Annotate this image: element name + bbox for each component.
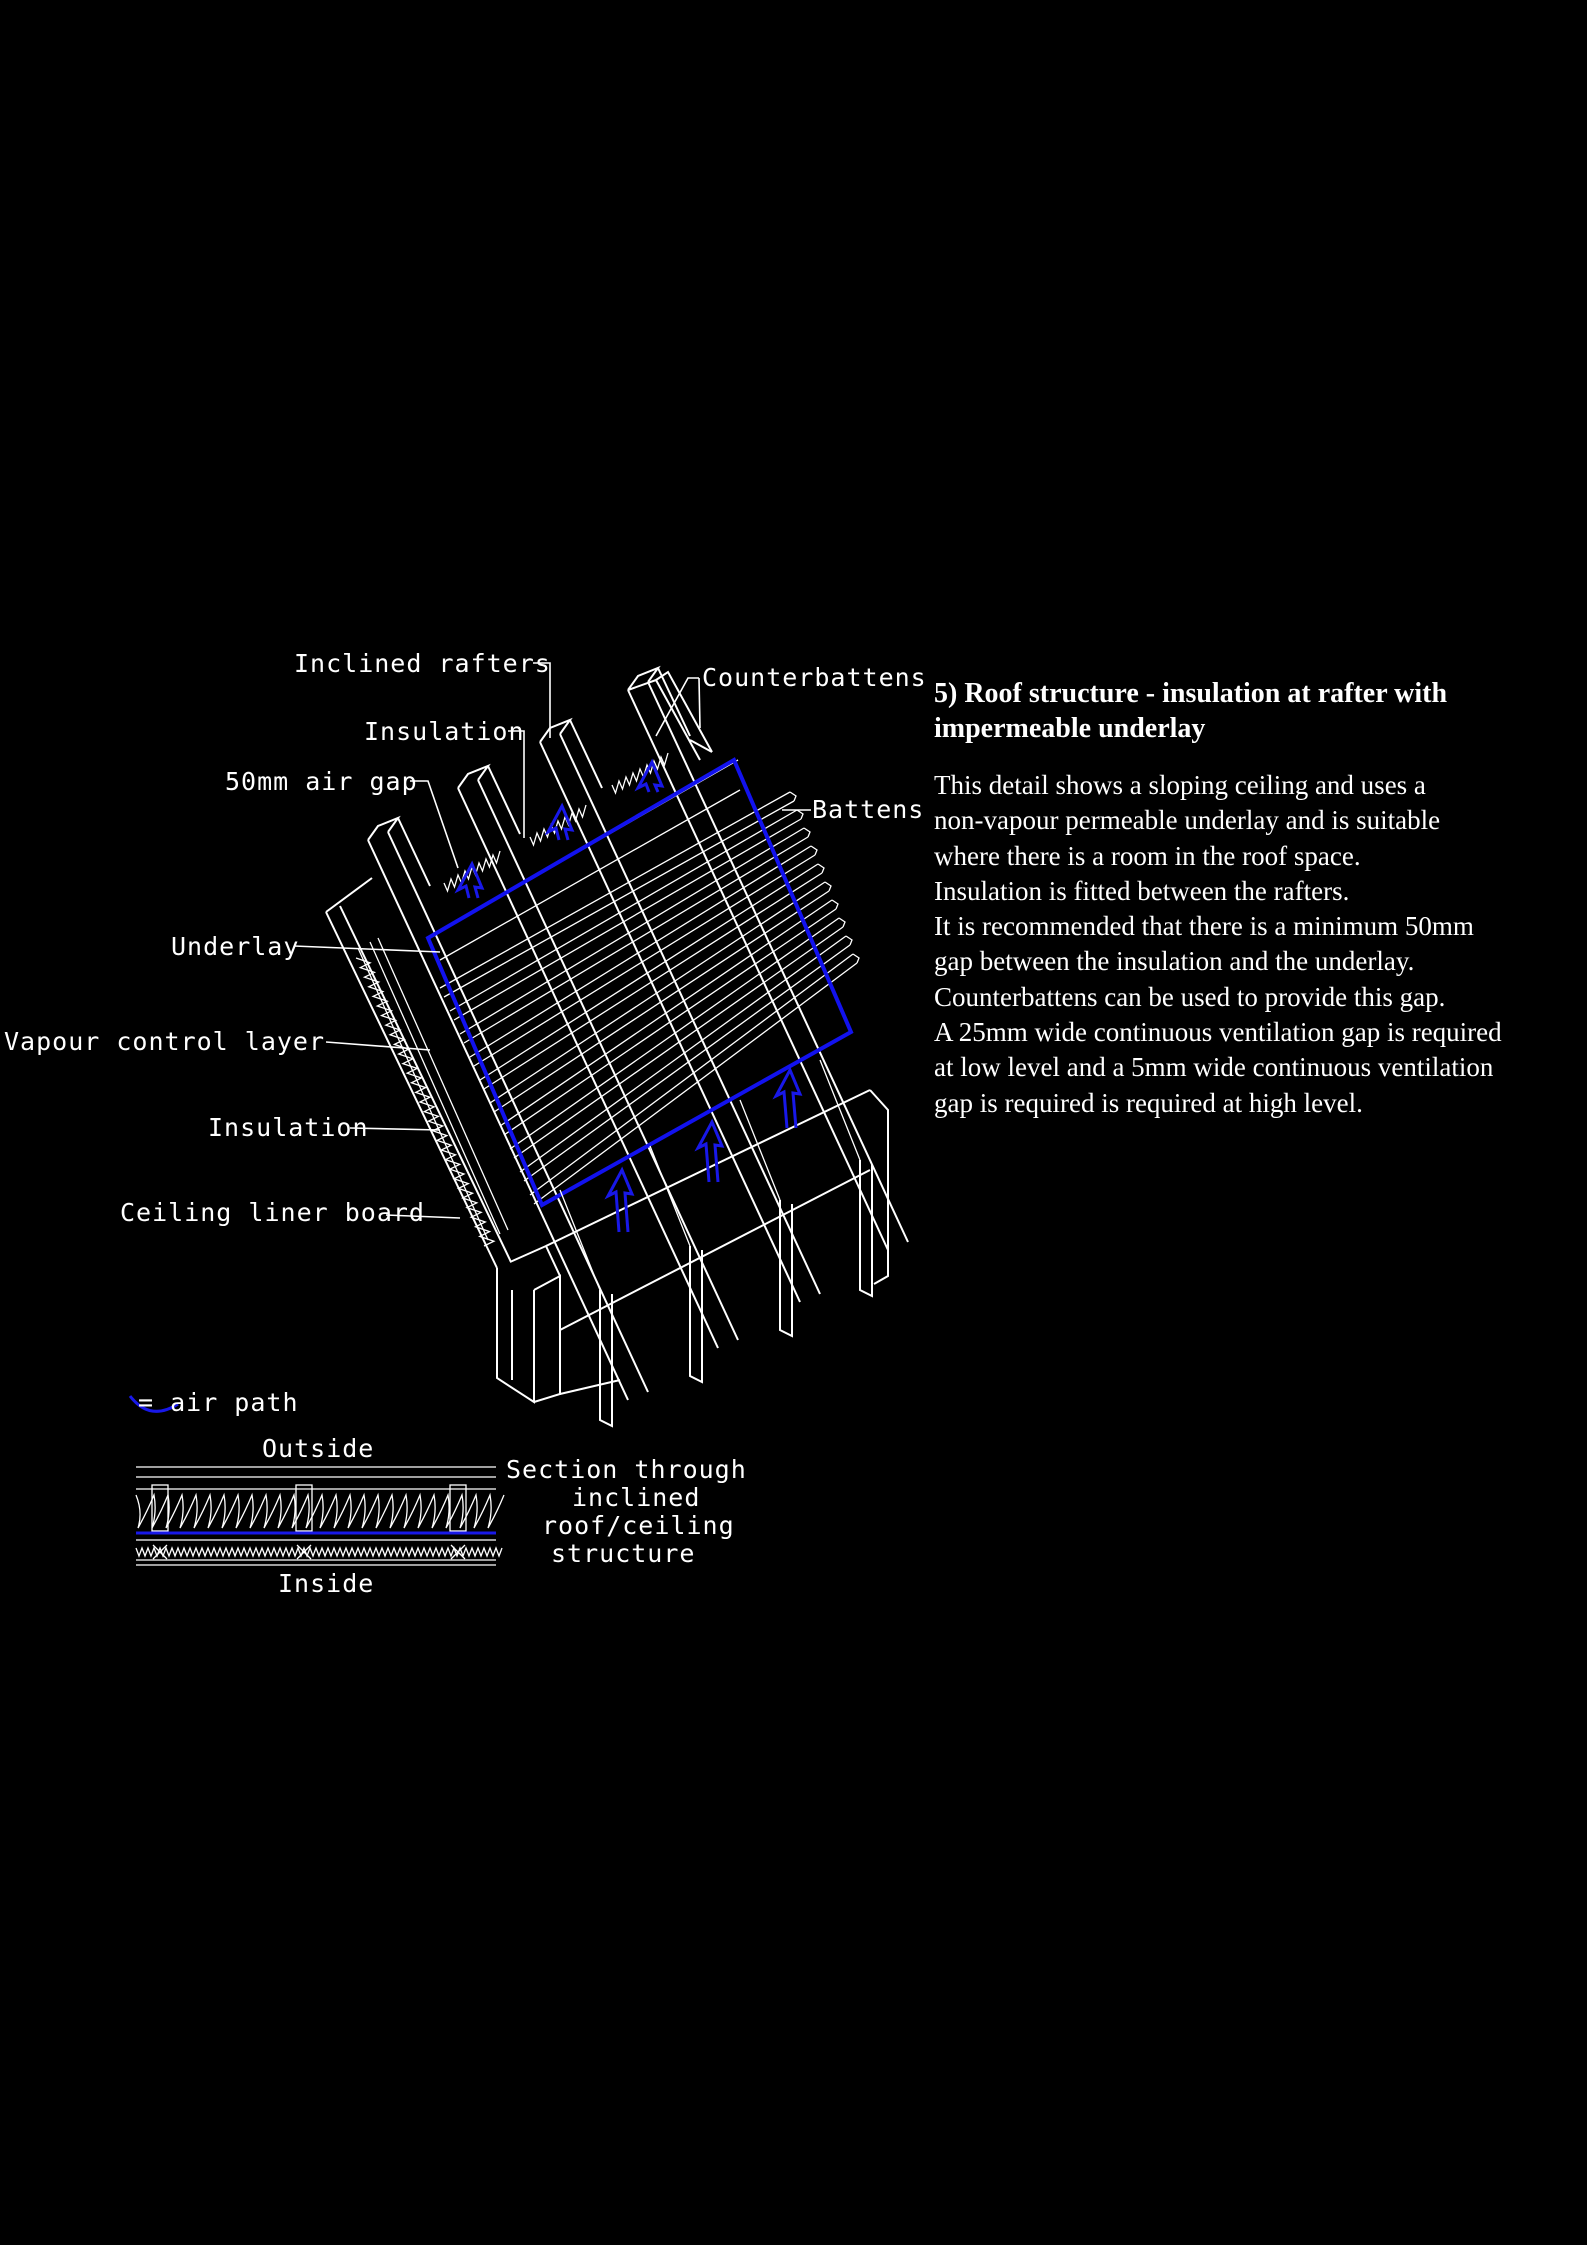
label-insulation-top: Insulation bbox=[364, 717, 525, 746]
section-board-hatch bbox=[136, 1548, 502, 1556]
air-path-legend bbox=[130, 1388, 299, 1417]
label-counterbattens: Counterbattens bbox=[702, 663, 927, 692]
notes-line: gap is required is required at high level. bbox=[934, 1087, 1363, 1118]
air-arrow bbox=[458, 864, 482, 898]
insulation-pad bbox=[444, 851, 500, 891]
notes-line: It is recommended that there is a minimum 50mm bbox=[934, 911, 1474, 942]
label-battens: Battens bbox=[812, 795, 925, 824]
roof-section bbox=[136, 1434, 747, 1598]
label-air-gap: 50mm air gap bbox=[225, 767, 418, 796]
ceiling-joist bbox=[650, 1146, 702, 1382]
component-labels bbox=[4, 649, 927, 1227]
notes-title bbox=[934, 676, 1584, 746]
section-caption-line-2: inclined bbox=[572, 1483, 701, 1512]
section-insulation-loops bbox=[136, 1495, 504, 1528]
section-caption-line-3: roof/ceiling bbox=[542, 1511, 735, 1540]
notes-line: non-vapour permeable underlay and is suitable bbox=[934, 805, 1441, 836]
air-arrow bbox=[548, 806, 572, 840]
batten bbox=[460, 828, 810, 1043]
ceiling-joist bbox=[820, 1060, 872, 1296]
air-arrow bbox=[698, 1122, 722, 1182]
batten bbox=[470, 846, 817, 1066]
label-insulation-side: Insulation bbox=[208, 1113, 369, 1142]
legend-air-path-text: = air path bbox=[138, 1388, 299, 1417]
section-caption-line-4: structure bbox=[551, 1539, 696, 1568]
label-vapour-control-layer: Vapour control layer bbox=[4, 1027, 326, 1056]
air-arrow bbox=[776, 1070, 800, 1128]
section-inside-label: Inside bbox=[278, 1569, 375, 1598]
label-underlay: Underlay bbox=[171, 932, 300, 961]
notes-line: Insulation is fitted between the rafters. bbox=[934, 875, 1350, 906]
notes-title-line-1: 5) Roof structure - insulation at rafter with bbox=[934, 678, 1448, 709]
rafter-insulation bbox=[444, 753, 668, 891]
detail-notes bbox=[934, 676, 1584, 1121]
section-ceiling-board bbox=[136, 1545, 502, 1559]
section-caption-line-1: Section through bbox=[506, 1455, 747, 1484]
batten bbox=[450, 810, 803, 1020]
batten bbox=[440, 792, 796, 997]
notes-line: This detail shows a sloping ceiling and uses a bbox=[934, 770, 1426, 800]
label-ceiling-liner-board: Ceiling liner board bbox=[120, 1198, 425, 1227]
section-outside-label: Outside bbox=[262, 1434, 375, 1463]
air-arrow bbox=[608, 1170, 632, 1232]
label-inclined-rafters: Inclined rafters bbox=[294, 649, 551, 678]
notes-title-line-2: impermeable underlay bbox=[934, 713, 1206, 744]
section-insulation bbox=[136, 1485, 504, 1531]
vapour-control-layer bbox=[358, 938, 508, 1240]
notes-line: Counterbattens can be used to provide this gap. bbox=[934, 981, 1446, 1012]
notes-line: gap between the insulation and the underlay. bbox=[934, 946, 1415, 977]
notes-line: where there is a room in the roof space. bbox=[934, 840, 1361, 871]
notes-line: at low level and a 5mm wide continuous ventilation bbox=[934, 1052, 1494, 1083]
battens bbox=[440, 792, 859, 1204]
notes-line: A 25mm wide continuous ventilation gap is required bbox=[934, 1017, 1502, 1048]
